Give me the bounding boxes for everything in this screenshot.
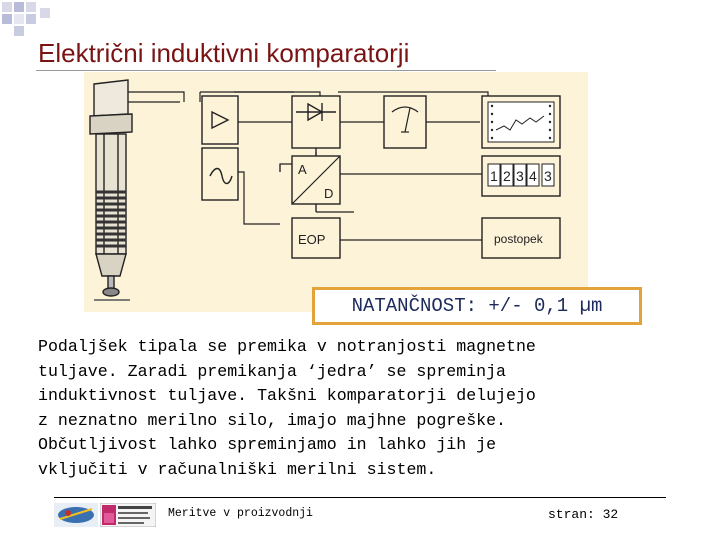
digit-5: 3 — [544, 168, 552, 184]
corner-decoration — [0, 0, 60, 40]
amplifier-block — [202, 96, 238, 144]
footer-page-number: stran: 32 — [548, 507, 619, 522]
description-line: vključiti v računalniški merilni sistem. — [38, 459, 437, 479]
description-line: tuljave. Zaradi premikanja ‘jedra’ se spreminja — [38, 361, 507, 381]
oscillator-block — [202, 148, 238, 200]
rectifier-block — [292, 96, 340, 148]
description-line: Občutljivost lahko spreminjamo in lahko jih je — [38, 435, 497, 454]
adc-label-a: A — [298, 162, 307, 177]
postopek-label: postopek — [494, 232, 543, 246]
description-line: Podaljšek tipala se premika v notranjosti magnetne — [38, 337, 536, 356]
page-title: Električni induktivni komparatorji — [38, 38, 410, 68]
description-text — [38, 335, 678, 482]
description-line: z neznatno merilno silo, imajo majhne pogreške. — [38, 410, 507, 430]
description-line: induktivnost tuljave. Takšni komparatorji delujejo — [38, 386, 536, 405]
faculty-logo — [100, 503, 156, 527]
meter-block — [384, 96, 426, 148]
inductive-comparator-diagram — [84, 72, 588, 312]
footer-divider — [54, 497, 666, 498]
digit-display — [488, 164, 554, 186]
footer-course-title: Meritve v proizvodnji — [168, 507, 313, 520]
adc-label-d: D — [324, 186, 334, 201]
digit-1: 1 — [490, 168, 498, 184]
university-logo — [54, 503, 98, 527]
digit-4: 4 — [529, 168, 537, 184]
eop-label: EOP — [298, 232, 326, 247]
title-divider — [36, 70, 496, 71]
chart-recorder-icon — [488, 102, 554, 142]
digit-3: 3 — [516, 168, 524, 184]
digit-2: 2 — [503, 168, 511, 184]
accuracy-callout: NATANČNOST: +/- 0,1 µm — [312, 287, 642, 325]
